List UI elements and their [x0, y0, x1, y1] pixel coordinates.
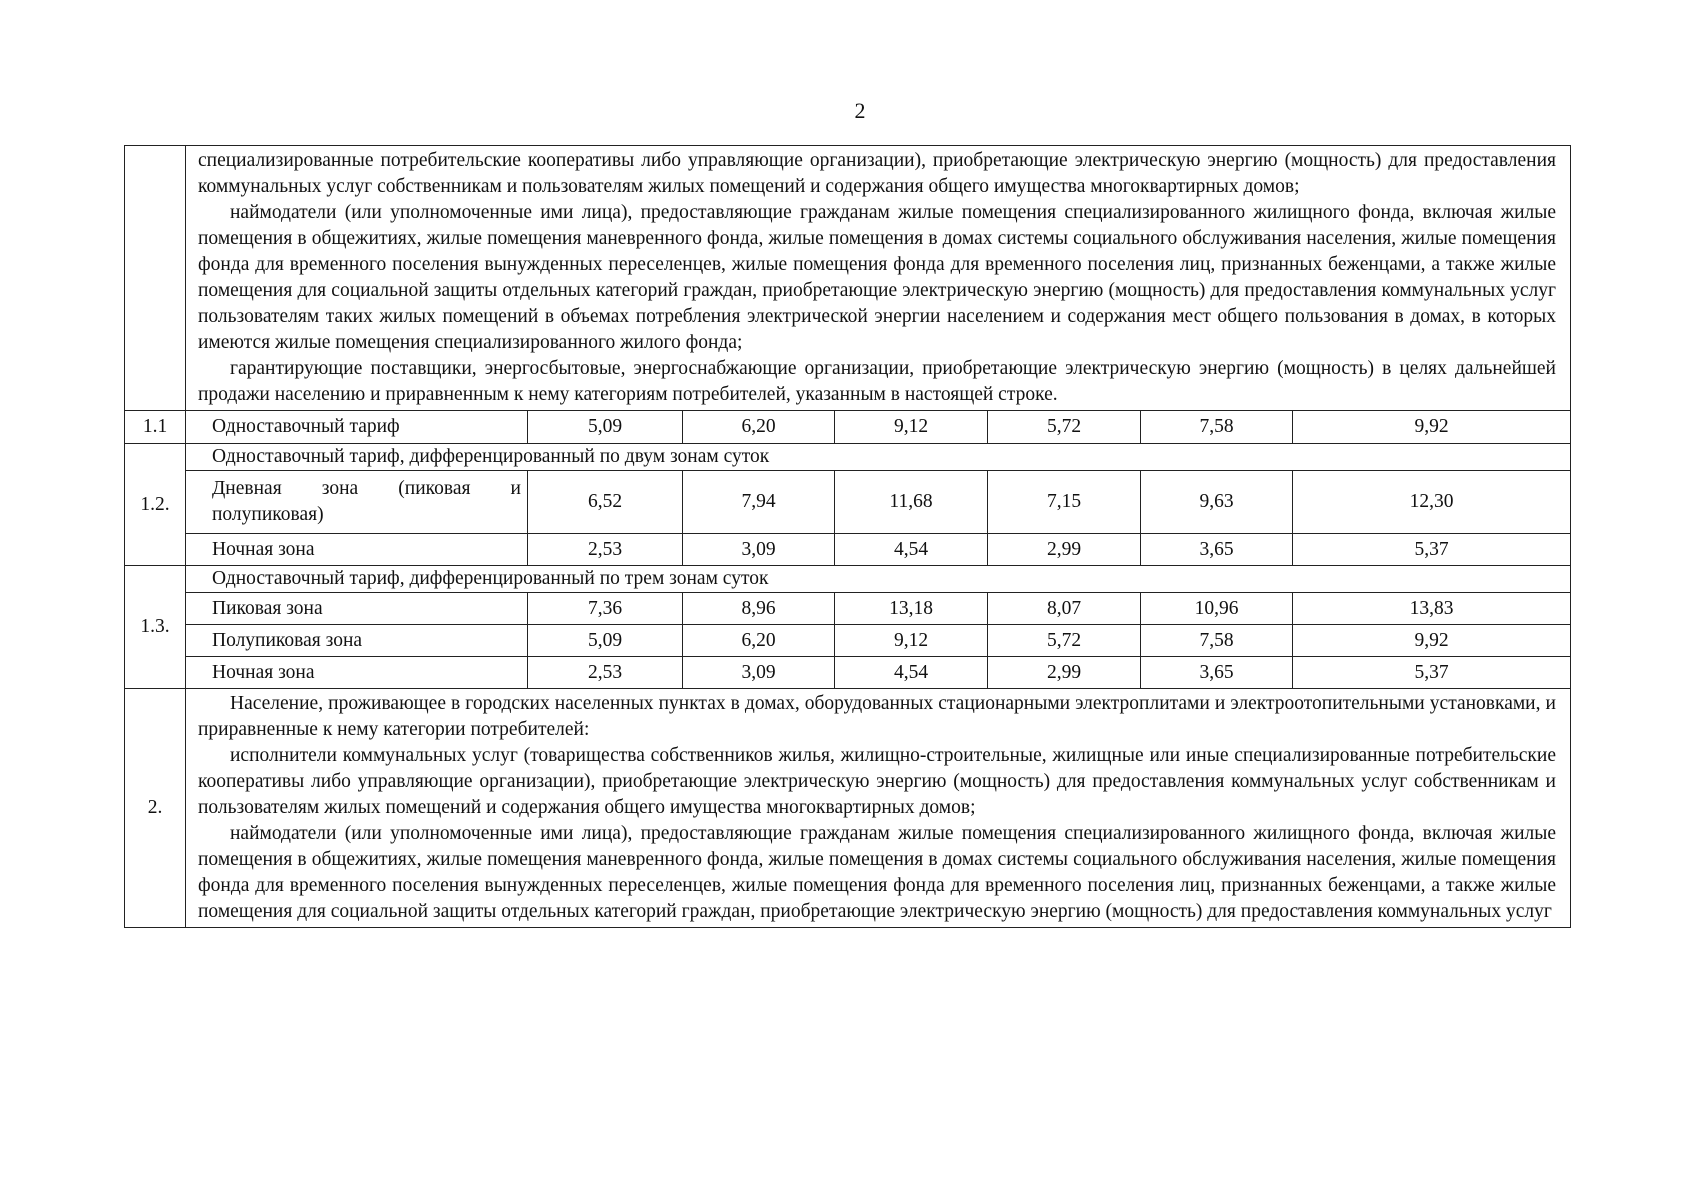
row-number: 1.3.	[125, 566, 186, 689]
row-number: 1.1	[125, 411, 186, 444]
tariff-value: 2,53	[528, 534, 683, 566]
tariff-value: 5,72	[988, 411, 1141, 444]
row-1-2-heading	[125, 444, 1571, 471]
row-2-text-cell	[186, 689, 1571, 928]
tariff-value: 7,15	[988, 471, 1141, 534]
tariff-value: 12,30	[1293, 471, 1571, 534]
tariff-table	[124, 145, 1571, 928]
tariff-value: 6,20	[683, 411, 835, 444]
tariff-value: 3,65	[1141, 657, 1293, 689]
tariff-value: 9,63	[1141, 471, 1293, 534]
row-2-paragraph: наймодатели (или уполномоченные ими лица), предоставляющие гражданам жилые помещения специализированного жилищного фонда, включая жилые помещения в общежитиях, жилые помещения маневренного фонда, жилые помещения в домах системы социального обслуживания населения, жилые помещения фонда для временного поселения вынужденных переселенцев, жилые помещения фонда для временного поселения лиц, признанных беженцами, а также жилые помещения для социальной защиты отдельных категорий граждан, приобретающие электрическую энергию (мощность) для предоставления коммунальных услуг	[198, 823, 1556, 922]
section-heading: Одноставочный тариф, дифференцированный по трем зонам суток	[186, 566, 1571, 593]
intro-text-cell	[186, 146, 1571, 411]
tariff-value: 5,37	[1293, 534, 1571, 566]
section-heading: Одноставочный тариф, дифференцированный по двум зонам суток	[186, 444, 1571, 471]
tariff-value: 3,09	[683, 657, 835, 689]
tariff-value: 4,54	[835, 657, 988, 689]
tariff-value: 10,96	[1141, 593, 1293, 625]
tariff-value: 9,12	[835, 625, 988, 657]
tariff-value: 7,58	[1141, 411, 1293, 444]
tariff-value: 2,99	[988, 657, 1141, 689]
row-2-paragraph: Население, проживающее в городских населенных пунктах в домах, оборудованных стационарными электроплитами и электроотопительными установками, и приравненные к нему категории потребителей:	[198, 693, 1556, 740]
row-2	[125, 689, 1571, 928]
row-1-2-night	[125, 534, 1571, 566]
row-number: 1.2.	[125, 444, 186, 566]
tariff-value: 9,92	[1293, 411, 1571, 444]
tariff-value: 5,37	[1293, 657, 1571, 689]
tariff-value: 3,09	[683, 534, 835, 566]
row-2-paragraph: исполнители коммунальных услуг (товарищества собственников жилья, жилищно-строительные, жилищные или иные специализированные потребительские кооперативы либо управляющие организации), приобретающие электрическую энергию (мощность) для предоставления коммунальных услуг собственникам и пользователям жилых помещений и содержания общего имущества многоквартирных домов;	[198, 745, 1556, 818]
row-1-3-semi-peak	[125, 625, 1571, 657]
row-number: 2.	[125, 689, 186, 928]
intro-paragraph: специализированные потребительские кооперативы либо управляющие организации), приобретающие электрическую энергию (мощность) для предоставления коммунальных услуг собственникам и пользователям жилых помещений и содержания общего имущества многоквартирных домов;	[198, 150, 1556, 197]
row-label: Ночная зона	[186, 657, 528, 689]
tariff-value: 7,36	[528, 593, 683, 625]
tariff-value: 9,92	[1293, 625, 1571, 657]
tariff-value: 2,53	[528, 657, 683, 689]
tariff-value: 8,07	[988, 593, 1141, 625]
tariff-value: 13,83	[1293, 593, 1571, 625]
tariff-value: 3,65	[1141, 534, 1293, 566]
intro-num-cell	[125, 146, 186, 411]
tariff-value: 6,20	[683, 625, 835, 657]
row-1-3-peak	[125, 593, 1571, 625]
tariff-value: 5,72	[988, 625, 1141, 657]
intro-paragraph: наймодатели (или уполномоченные ими лица), предоставляющие гражданам жилые помещения специализированного жилищного фонда, включая жилые помещения в общежитиях, жилые помещения маневренного фонда, жилые помещения в домах системы социального обслуживания населения, жилые помещения фонда для временного поселения вынужденных переселенцев, жилые помещения фонда для временного поселения лиц, признанных беженцами, а также жилые помещения для социальной защиты отдельных категорий граждан, приобретающие электрическую энергию (мощность) для предоставления коммунальных услуг пользователям таких жилых помещений в объемах потребления электрической энергии населением и содержания мест общего пользования в домах, в которых имеются жилые помещения специализированного жилого фонда;	[198, 202, 1556, 353]
row-label: Дневная зона (пиковая и полупиковая)	[186, 471, 528, 534]
tariff-value: 11,68	[835, 471, 988, 534]
tariff-value: 2,99	[988, 534, 1141, 566]
row-label: Полупиковая зона	[186, 625, 528, 657]
tariff-value: 7,94	[683, 471, 835, 534]
row-1-2-day	[125, 471, 1571, 534]
tariff-value: 5,09	[528, 625, 683, 657]
row-label: Пиковая зона	[186, 593, 528, 625]
page-number: 2	[854, 98, 866, 123]
row-label: Ночная зона	[186, 534, 528, 566]
tariff-value: 4,54	[835, 534, 988, 566]
tariff-value: 13,18	[835, 593, 988, 625]
row-label: Одноставочный тариф	[186, 411, 528, 444]
tariff-value: 6,52	[528, 471, 683, 534]
row-1-3-heading	[125, 566, 1571, 593]
tariff-value: 7,58	[1141, 625, 1293, 657]
tariff-value: 8,96	[683, 593, 835, 625]
tariff-value: 9,12	[835, 411, 988, 444]
intro-paragraph: гарантирующие поставщики, энергосбытовые, энергоснабжающие организации, приобретающие электрическую энергию (мощность) в целях дальнейшей продажи населению и приравненным к нему категориям потребителей, указанным в настоящей строке.	[198, 358, 1556, 405]
intro-row	[125, 146, 1571, 411]
row-1-3-night	[125, 657, 1571, 689]
row-1-1	[125, 411, 1571, 444]
tariff-value: 5,09	[528, 411, 683, 444]
